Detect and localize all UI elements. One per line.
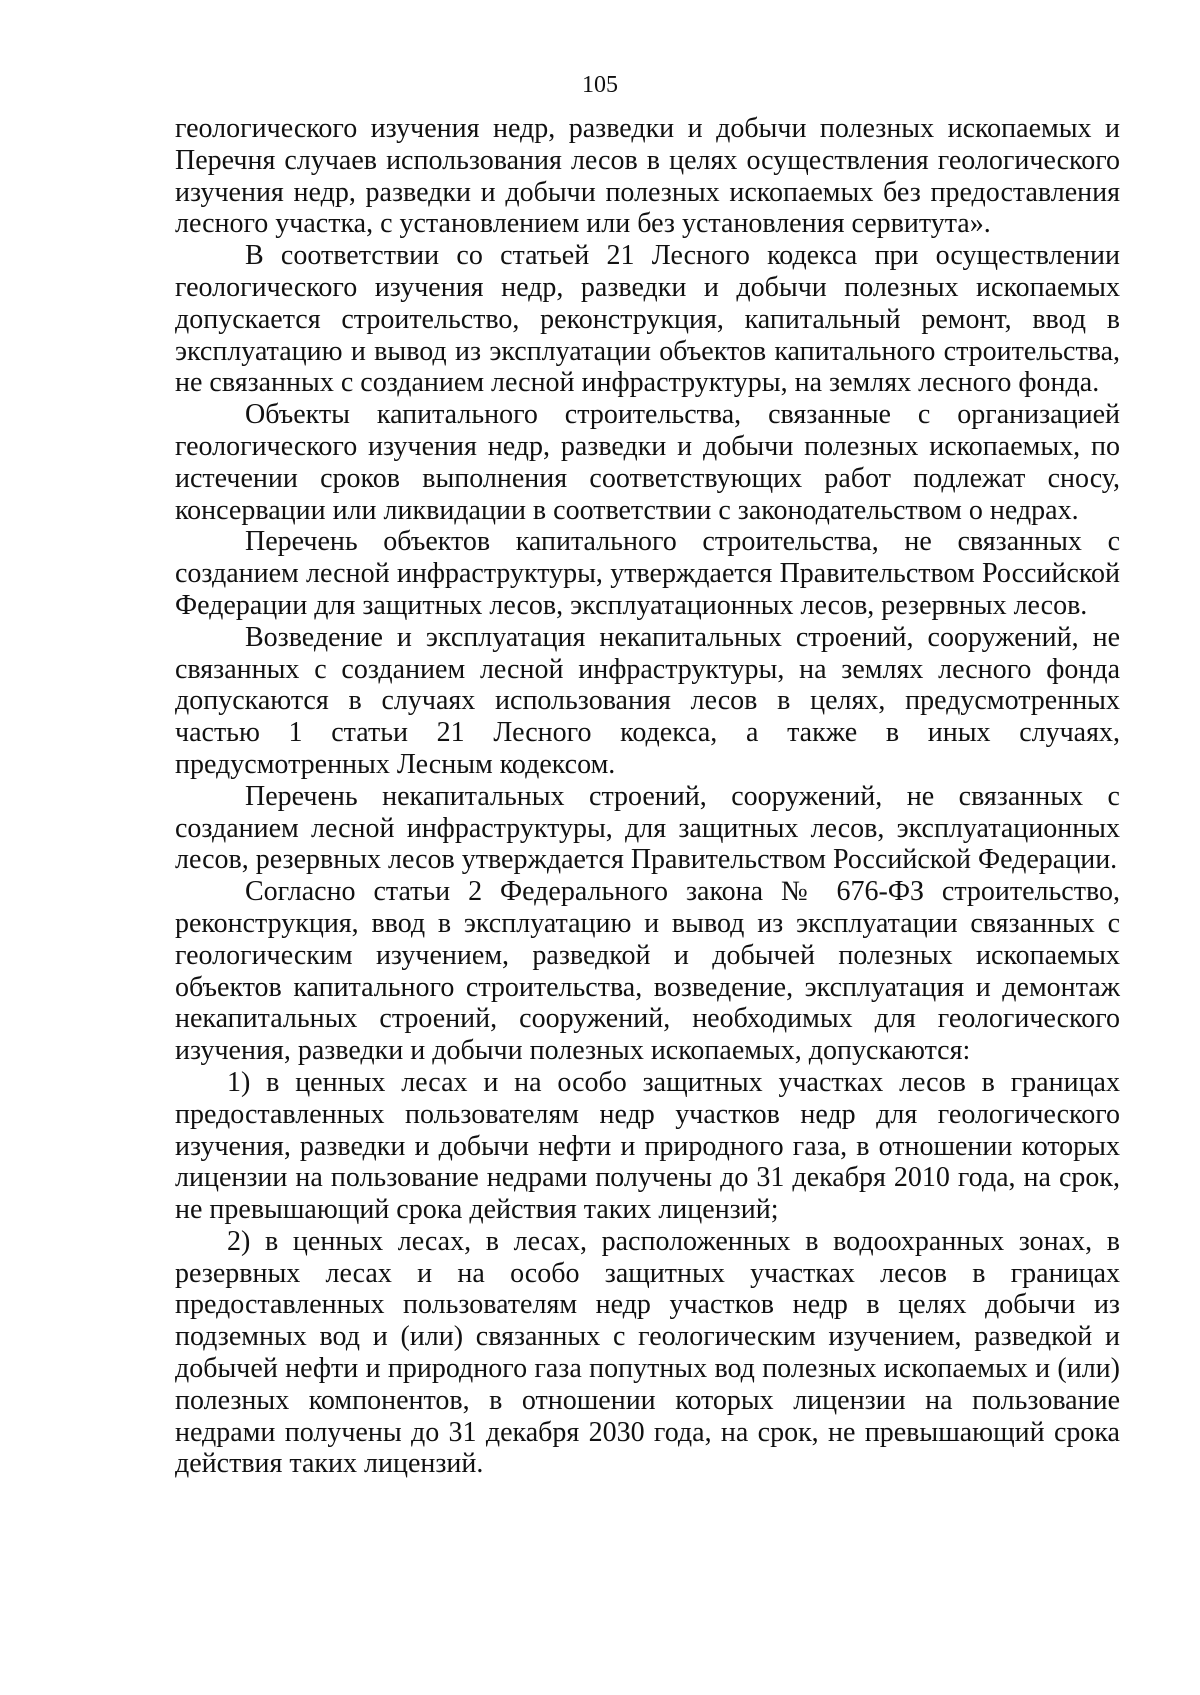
paragraph-continuation: геологического изучения недр, разведки и добычи полезных ископаемых и Перечня случаев использования лесов в целях осуществления геологического изучения недр, разведки и добычи полезных ископаемых без предоставления лесного участка, с установлением или без установления сервитута». — [175, 113, 1120, 240]
paragraph: Перечень некапитальных строений, сооружений, не связанных с созданием лесной инфраструктуры, для защитных лесов, эксплуатационных лесов, резервных лесов утверждается Правительством Российской Федерации. — [175, 780, 1120, 876]
list-item: 2) в ценных лесах, в лесах, расположенных в водоохранных зонах, в резервных лесах и на особо защитных участках лесов в границах предоставленных пользователям недр участков недр в целях добычи из подземных вод и (или) связанных с геологическим изучением, разведкой и добычей нефти и природного газа попутных вод полезных ископаемых и (или) полезных компонентов, в отношении которых лицензии на пользование недрами получены до 31 декабря 2030 года, на срок, не превышающий срока действия таких лицензий. — [175, 1225, 1120, 1480]
page-number: 105 — [582, 72, 618, 98]
paragraph: В соответствии со статьей 21 Лесного кодекса при осуществлении геологического изучения недр, разведки и добычи полезных ископаемых допускается строительство, реконструкция, капитальный ремонт, ввод в эксплуатацию и вывод из эксплуатации объектов капитального строительства, не связанных с созданием лесной инфраструктуры, на землях лесного фонда. — [175, 240, 1120, 399]
paragraph: Объекты капитального строительства, связанные с организацией геологического изучения недр, разведки и добычи полезных ископаемых, по истечении сроков выполнения соответствующих работ подлежат сносу, консервации или ликвидации в соответствии с законодательством о недрах. — [175, 399, 1120, 526]
paragraph: Возведение и эксплуатация некапитальных строений, сооружений, не связанных с созданием лесной инфраструктуры, на землях лесного фонда допускаются в случаях использования лесов в целях, предусмотренных частью 1 статьи 21 Лесного кодекса, а также в иных случаях, предусмотренных Лесным кодексом. — [175, 621, 1120, 780]
paragraph: Согласно статьи 2 Федерального закона № 676-ФЗ строительство, реконструкция, ввод в эксплуатацию и вывод из эксплуатации связанных с геологическим изучением, разведкой и добычей полезных ископаемых объектов капитального строительства, возведение, эксплуатация и демонтаж некапитальных строений, сооружений, необходимых для геологического изучения, разведки и добычи полезных ископаемых, допускаются: — [175, 876, 1120, 1067]
paragraph: Перечень объектов капитального строительства, не связанных с созданием лесной инфраструктуры, утверждается Правительством Российской Федерации для защитных лесов, эксплуатационных лесов, резервных лесов. — [175, 526, 1120, 621]
document-body — [175, 113, 1120, 1480]
list-item: 1) в ценных лесах и на особо защитных участках лесов в границах предоставленных пользователям недр участков недр для геологического изучения, разведки и добычи нефти и природного газа, в отношении которых лицензии на пользование недрами получены до 31 декабря 2010 года, на срок, не превышающий срока действия таких лицензий; — [175, 1066, 1120, 1226]
